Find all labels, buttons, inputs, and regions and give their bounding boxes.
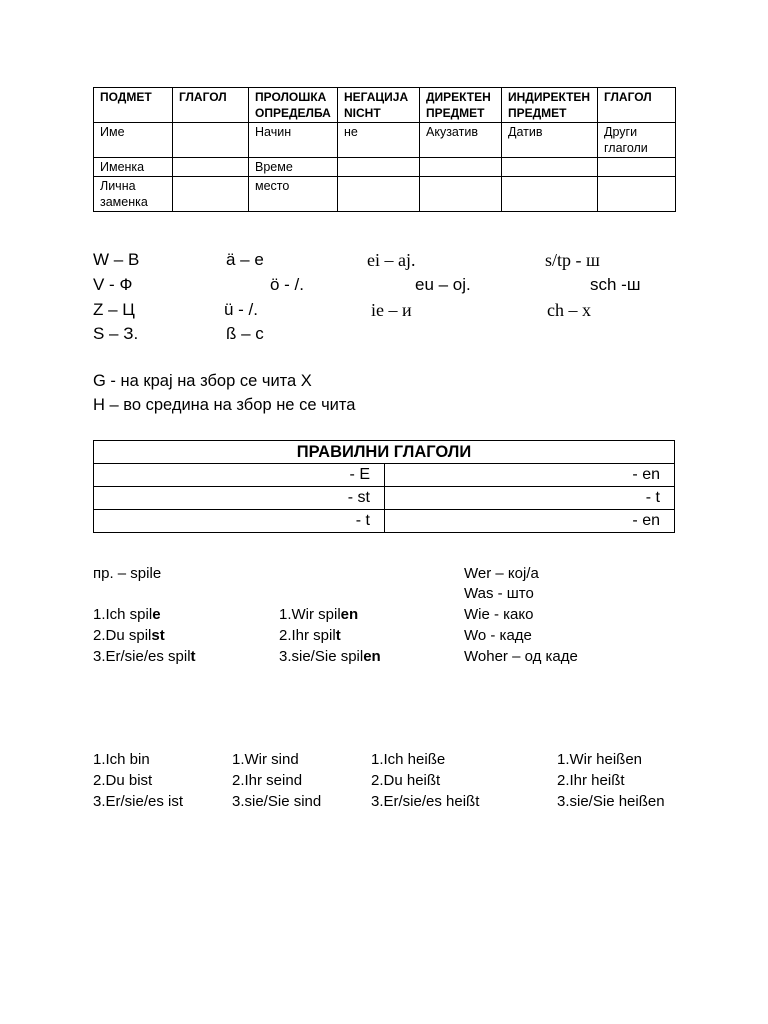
question-word: Was - што xyxy=(464,585,534,602)
table-cell: Датив xyxy=(502,123,598,158)
table-row xyxy=(94,464,675,487)
conjugation-line: 1.Ich spile xyxy=(93,606,161,623)
pronunciation-item: ä – e xyxy=(226,250,264,269)
pronunciation-item: s/tp - ш xyxy=(545,250,600,270)
table-cell xyxy=(598,177,676,212)
table-cell: место xyxy=(249,177,338,212)
sein-plural: 2.Ihr seind xyxy=(232,772,303,789)
sein-singular: 1.Ich bin xyxy=(93,751,150,768)
header-cell: НЕГАЦИЈА NICHT xyxy=(338,88,420,123)
sein-plural: 3.sie/Sie sind xyxy=(232,793,322,810)
table-cell xyxy=(502,158,598,177)
plural-ending: - t xyxy=(385,487,675,510)
rule-h: H – во средина на збор не се чита xyxy=(93,396,356,414)
table-row xyxy=(94,487,675,510)
table-cell xyxy=(173,177,249,212)
header-cell: ПРОЛОШКА ОПРЕДЕЛБА xyxy=(249,88,338,123)
table-cell: не xyxy=(338,123,420,158)
sein-singular: 2.Du bist xyxy=(93,772,153,789)
table-cell xyxy=(173,123,249,158)
example-label: пр. – spile xyxy=(93,565,162,582)
pronunciation-item: ch – x xyxy=(547,300,591,320)
plural-ending: - en xyxy=(385,464,675,487)
conjugation-line: 2.Du spilst xyxy=(93,627,165,644)
singular-ending: - E xyxy=(94,464,385,487)
table-header-row xyxy=(94,441,675,464)
sentence-structure-table xyxy=(93,87,676,212)
pronunciation-item: ei – aj. xyxy=(367,250,416,270)
table-cell xyxy=(502,177,598,212)
header-cell: ДИРЕКТЕН ПРЕДМЕТ xyxy=(420,88,502,123)
header-cell: ПОДМЕТ xyxy=(94,88,173,123)
header-cell: ИНДИРЕКТЕН ПРЕДМЕТ xyxy=(502,88,598,123)
heissen-singular: 3.Er/sie/es heißt xyxy=(371,793,480,810)
table-row xyxy=(94,123,676,158)
question-word: Wer – кој/а xyxy=(464,565,539,582)
sein-plural: 1.Wir sind xyxy=(232,751,299,768)
table-header-row xyxy=(94,88,676,123)
question-word: Woher – од каде xyxy=(464,648,578,665)
table-cell xyxy=(420,177,502,212)
heissen-singular: 1.Ich heiße xyxy=(371,751,446,768)
conjugation-line: 3.Er/sie/es spilt xyxy=(93,648,196,665)
table-row xyxy=(94,177,676,212)
pronunciation-item: sch -ш xyxy=(590,275,641,294)
rule-g: G - на крај на збор се чита X xyxy=(93,372,312,390)
pronunciation-item: ö - /. xyxy=(270,275,305,294)
singular-ending: - t xyxy=(94,510,385,533)
table-row xyxy=(94,158,676,177)
sein-singular: 3.Er/sie/es ist xyxy=(93,793,184,810)
table-cell xyxy=(173,158,249,177)
conjugation-line: 1.Wir spilen xyxy=(279,606,359,623)
conjugation-line: 2.Ihr spilt xyxy=(279,627,341,644)
table-cell: Акузатив xyxy=(420,123,502,158)
table-cell: Време xyxy=(249,158,338,177)
pronunciation-item: ie – и xyxy=(371,300,412,320)
table-cell xyxy=(338,158,420,177)
pronunciation-item: W – В xyxy=(93,250,140,269)
pronunciation-item: Z – Ц xyxy=(93,300,135,319)
table-row xyxy=(94,510,675,533)
pronunciation-item: S – З. xyxy=(93,324,139,343)
heissen-plural: 3.sie/Sie heißen xyxy=(557,793,665,810)
table-cell: Име xyxy=(94,123,173,158)
heissen-singular: 2.Du heißt xyxy=(371,772,441,789)
table-title: ПРАВИЛНИ ГЛАГОЛИ xyxy=(94,441,675,464)
question-word: Wie - како xyxy=(464,606,534,623)
plural-ending: - en xyxy=(385,510,675,533)
pronunciation-item: V - Ф xyxy=(93,275,133,294)
heissen-plural: 2.Ihr heißt xyxy=(557,772,625,789)
table-cell: Други глаголи xyxy=(598,123,676,158)
table-cell: Начин xyxy=(249,123,338,158)
singular-ending: - st xyxy=(94,487,385,510)
table-cell xyxy=(420,158,502,177)
header-cell: ГЛАГОЛ xyxy=(598,88,676,123)
heissen-plural: 1.Wir heißen xyxy=(557,751,643,768)
regular-verbs-table xyxy=(93,440,675,533)
table-cell xyxy=(338,177,420,212)
table-cell: Лична заменка xyxy=(94,177,173,212)
pronunciation-item: ß – с xyxy=(226,324,264,343)
table-cell xyxy=(598,158,676,177)
question-word: Wo - каде xyxy=(464,627,532,644)
conjugation-line: 3.sie/Sie spilen xyxy=(279,648,381,665)
header-cell: ГЛАГОЛ xyxy=(173,88,249,123)
table-cell: Именка xyxy=(94,158,173,177)
pronunciation-item: eu – oj. xyxy=(415,275,471,294)
pronunciation-item: ü - /. xyxy=(224,300,259,319)
